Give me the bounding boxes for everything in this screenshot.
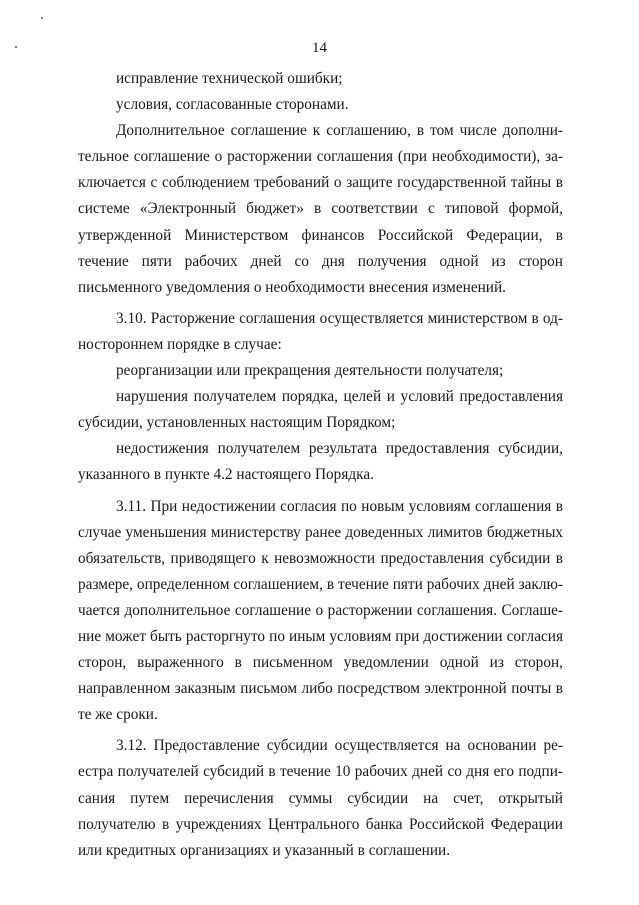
paragraph: реорганизации или прекращения деятельности получателя; [116,362,504,380]
paragraph: Дополнительное соглашение к соглашению, в том числе дополнительное соглашение о расторжении соглашения (при необходимости), заключается с соблюдением требований о защите государственной тайны в системе «Электронный бюджет» в соответствии с типовой формой, утвержденной Министерством финансов Российской Федерации, в течение пяти рабочих дней со дня получения одной из сторон письменного уведомления о необходимости внесения изменений. [78,122,563,296]
paragraph: недостижения получателем результата предоставления субсидии, указанного в пункте 4.2 настоящего Порядка. [78,440,563,484]
paragraph: 3.10. Расторжение соглашения осуществляется министерством в одностороннем порядке в случае: [78,309,563,353]
paragraph: исправление технической ошибки; [116,70,343,87]
paragraph: 3.12. Предоставление субсидии осуществляется на основании реестра получателей субсидий в течение 10 рабочих дней со дня его подписания путем перечисления суммы субсидии на счет, открытый получателю в учреждениях Центрального банка Российской Федерации или кредитных организациях и указанный в соглашении. [78,737,563,859]
document-body [78,66,563,864]
page-number: 14 [312,40,327,56]
paragraph: 3.11. При недостижении согласия по новым условиям соглашения в случае уменьшения министерству ранее доведенных лимитов бюджетных обязательств, приводящего к невозможности предоставления субсидии в размере, определенном соглашением, в течение пяти рабочих дней заключается дополнительное соглашение о расторжении соглашения. Соглашение может быть расторгнуто по иным условиям при достижении согласия сторон, выраженного в письменном уведомлении одной из сторон, направленном заказным письмом либо посредством электронной почты в те же сроки. [78,497,563,724]
paragraph: условия, согласованные сторонами. [116,96,349,114]
scan-speck [41,17,43,19]
paragraph: нарушения получателем порядка, целей и условий предоставления субсидии, установленных настоящим Порядком; [78,388,563,432]
